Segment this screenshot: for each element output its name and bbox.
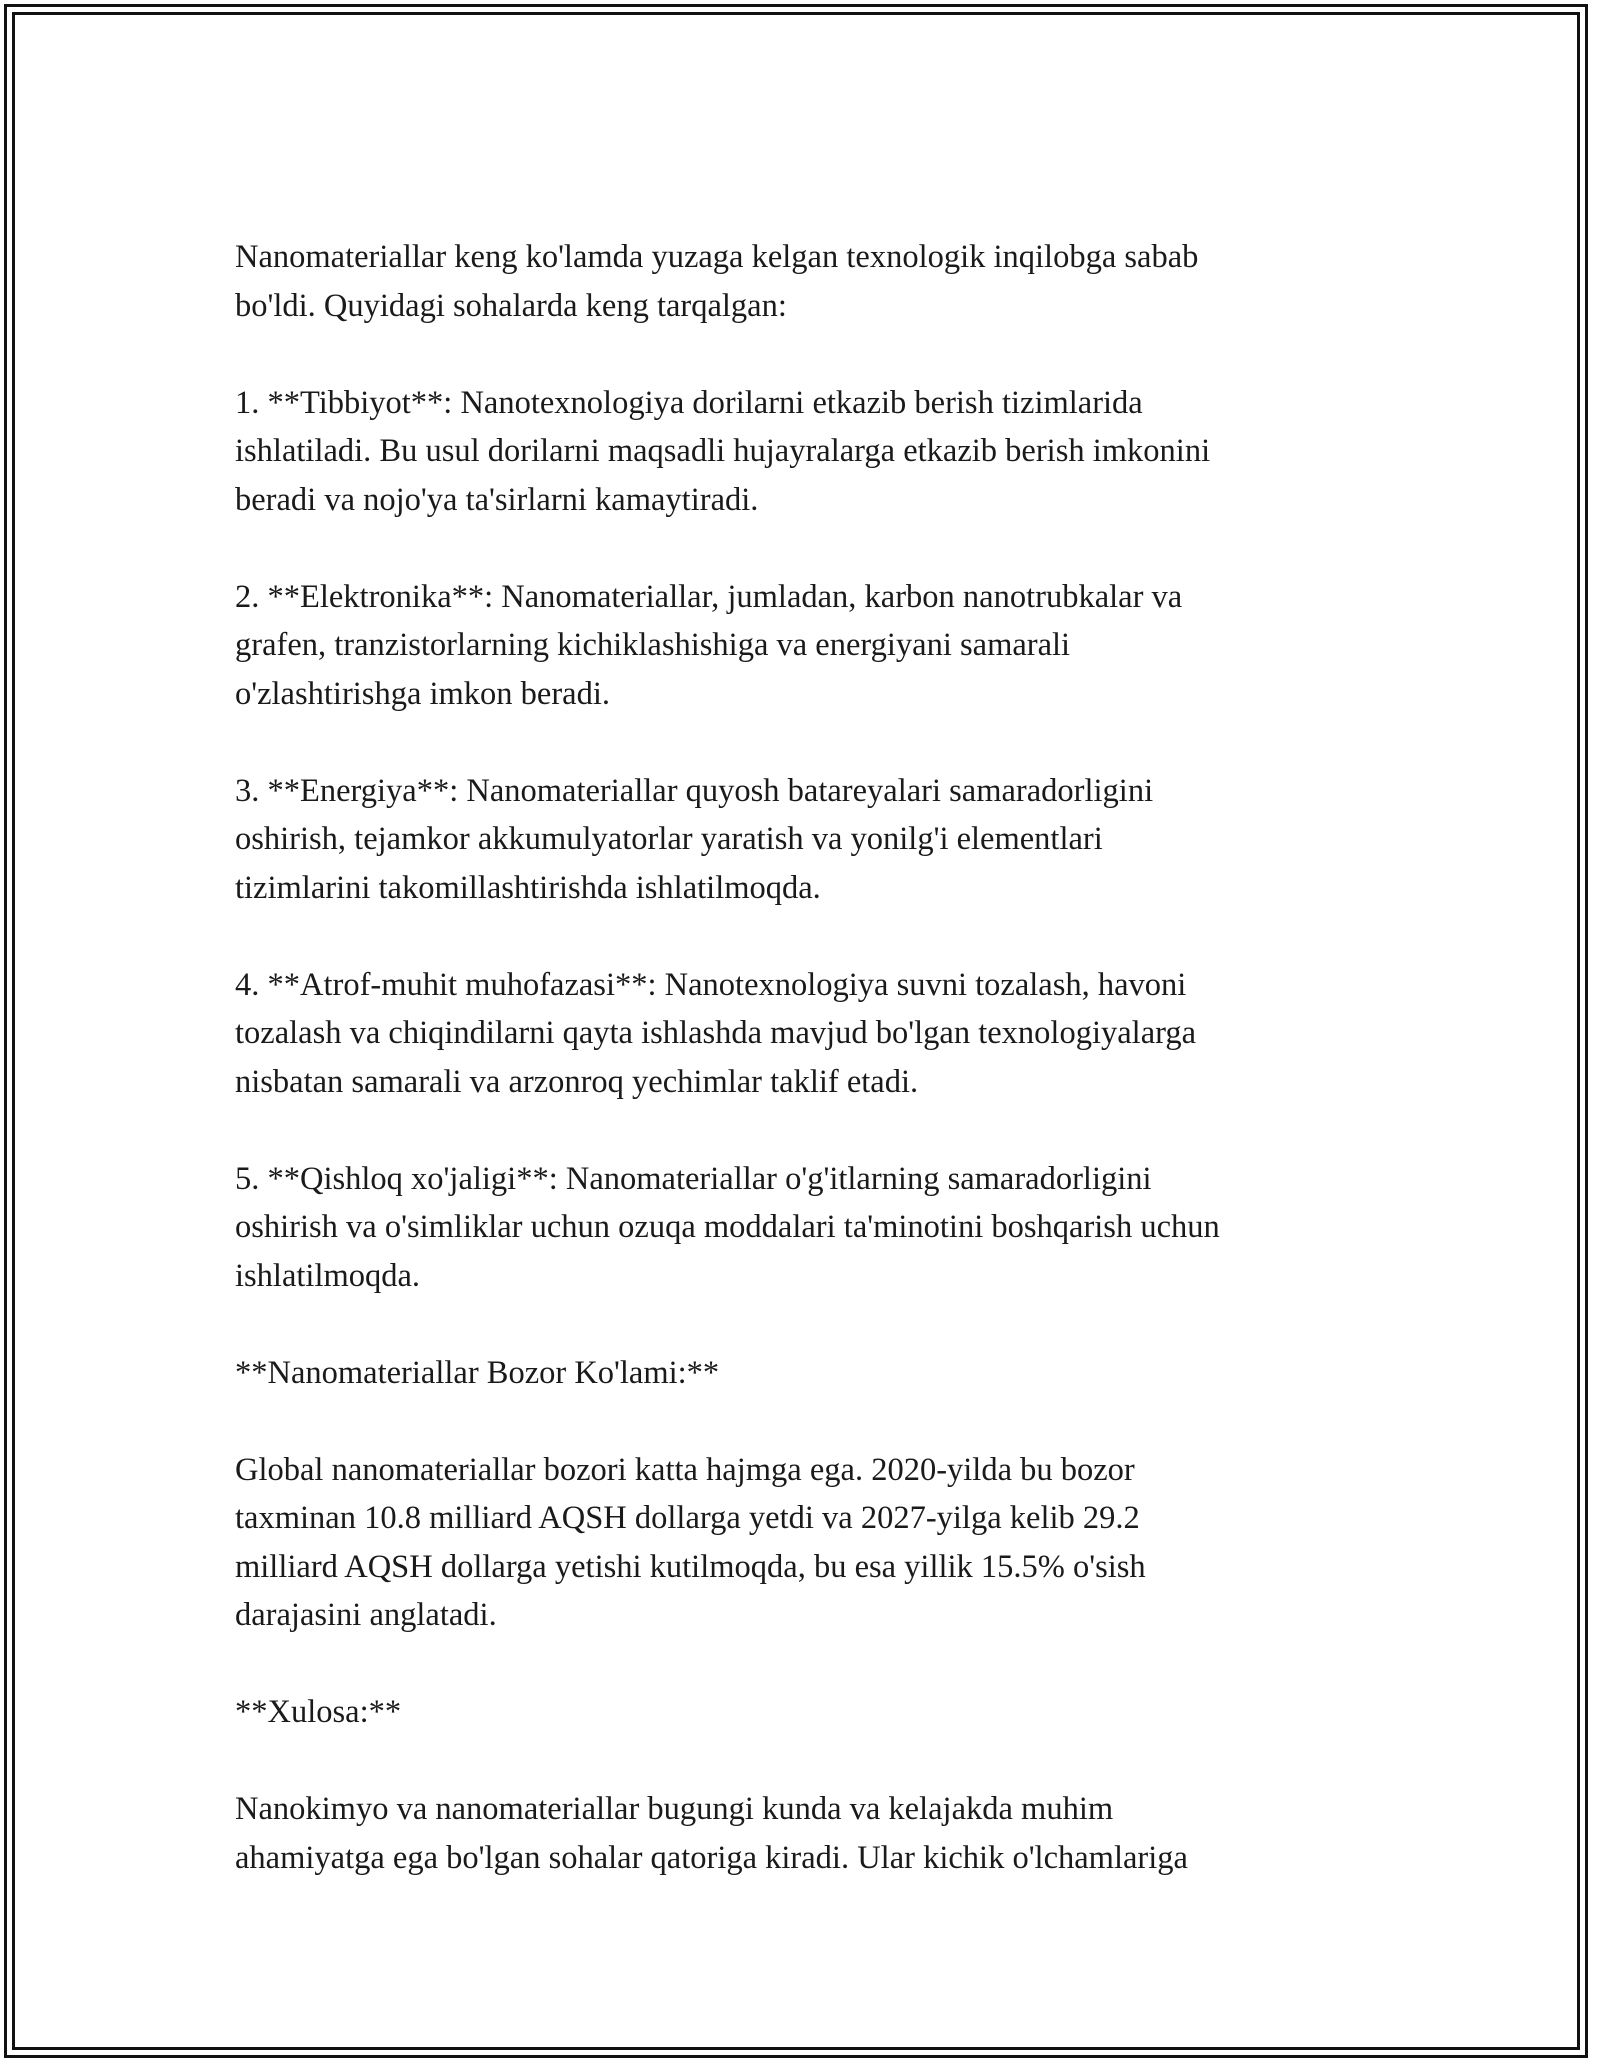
intro-paragraph: Nanomateriallar keng ko'lamda yuzaga kelgan texnologik inqilobga sabab bo'ldi. Quyidagi sohalarda keng tarqalgan:	[235, 239, 1199, 324]
list-item-atrof-muhit: 4. **Atrof-muhit muhofazasi**: Nanotexnologiya suvni tozalash, havoni tozalash va chiqindilarni qayta ishlashda mavjud bo'lgan texnologiyalarga nisbatan samarali va arzonroq yechimlar taklif etadi.	[235, 966, 1197, 1100]
section-heading-xulosa: **Xulosa:**	[235, 1694, 402, 1730]
list-item-qishloq-xojaligi: 5. **Qishloq xo'jaligi**: Nanomateriallar o'g'itlarning samaradorligini oshirish va o'simliklar uchun ozuqa moddalari ta'minotini boshqarish uchun ishlatilmoqda.	[235, 1160, 1220, 1294]
section-heading-bozor: **Nanomateriallar Bozor Ko'lami:**	[235, 1354, 720, 1391]
market-paragraph: Global nanomateriallar bozori katta hajmga ega. 2020-yilda bu bozor taxminan 10.8 milliard AQSH dollarga yetdi va 2027-yilga kelib 29.2 milliard AQSH dollarga yetishi kutilmoqda, bu esa yillik 15.5% o'sish darajasini anglatadi.	[235, 1451, 1146, 1633]
list-item-tibbiyot: 1. **Tibbiyot**: Nanotexnologiya dorilarni etkazib berish tizimlarida ishlatiladi. Bu usul dorilarni maqsadli hujayralarga etkazib berish imkonini beradi va nojo'ya ta'sirlarni kamaytiradi.	[235, 384, 1211, 518]
list-item-energiya: 3. **Energiya**: Nanomateriallar quyosh batareyalari samaradorligini oshirish, tejamkor akkumulyatorlar yaratish va yonilg'i elementlari tizimlarini takomillashtirishda ishlatilmoqda.	[235, 772, 1154, 906]
list-item-elektronika: 2. **Elektronika**: Nanomateriallar, jumladan, karbon nanotrubkalar va grafen, tranzistorlarning kichiklashishiga va energiyani samarali o'zlashtirishga imkon beradi.	[235, 578, 1183, 712]
conclusion-paragraph: Nanokimyo va nanomateriallar bugungi kunda va kelajakda muhim ahamiyatga ega bo'lgan sohalar qatoriga kiradi. Ular kichik o'lchamlariga	[235, 1791, 1188, 1876]
document-body	[235, 233, 1365, 1882]
